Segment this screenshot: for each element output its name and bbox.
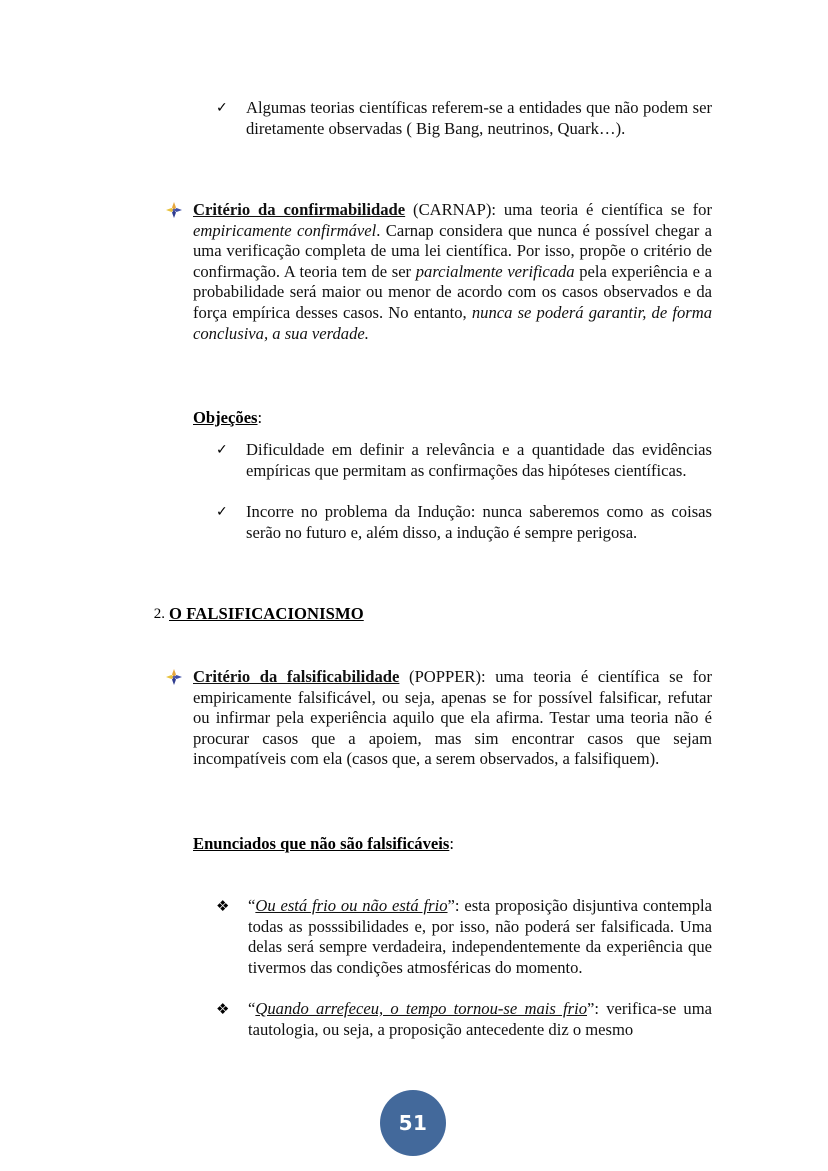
four-arrow-cross-icon <box>166 201 192 222</box>
list-item-rest: : verifica-se uma tautologia, ou seja, a proposição antecedente diz o mesmo <box>248 999 712 1039</box>
objecoes-colon: : <box>257 408 263 427</box>
paragraph-run-3: pela experiência e a probabilidade será maior ou menor de acordo com os casos observados e da força empírica desses casos. No entanto, <box>193 261 712 322</box>
list-item <box>216 98 712 139</box>
list-item-text: Incorre no problema da Indução: nunca saberemos como as coisas serão no futuro e, além disso, a indução é sempre perigosa. <box>246 502 712 542</box>
paragraph-text <box>193 667 712 770</box>
paragraph-run-1: (CARNAP): uma teoria é científica se for <box>405 200 712 219</box>
quote-open: “ <box>248 896 256 915</box>
list-item-text: Dificuldade em definir a relevância e a quantidade das evidências empíricas que permitam as confirmações das hipóteses científicas. <box>246 440 712 480</box>
paragraph-italic-1: empiricamente confirmável <box>193 220 377 240</box>
paragraph-italic-3: nunca se poderá garantir, de forma conclusiva, a sua verdade. <box>193 302 712 343</box>
list-item-rest: : esta proposição disjuntiva contempla todas as posssibilidades e, por isso, não poderá ser falsificada. Uma delas será sempre verdadeira, independentemente da experiência que tivermos das condições atmosféricas do momento. <box>248 896 712 977</box>
page-number-badge <box>380 1090 446 1156</box>
paragraph-italic-2: parcialmente verificada <box>415 261 575 281</box>
four-arrow-cross-icon <box>166 668 192 689</box>
check-mark-icon: ✓ <box>216 100 228 116</box>
enunciados-label: Enunciados que não são falsificáveis <box>193 834 450 853</box>
quote-close: ” <box>447 896 455 915</box>
paragraph-heading: Critério da confirmabilidade <box>193 200 406 219</box>
objecoes-heading <box>193 408 262 429</box>
page-number: 51 <box>398 1111 428 1135</box>
quote-close: ” <box>587 999 595 1018</box>
list-item <box>216 502 712 543</box>
paragraph-text <box>193 200 712 344</box>
check-mark-icon: ✓ <box>216 442 228 458</box>
diamond-bullet-icon: ❖ <box>216 1000 230 1018</box>
check-mark-icon: ✓ <box>216 504 228 520</box>
quote-open: “ <box>248 999 256 1018</box>
section-title: O FALSIFICACIONISMO <box>169 604 364 623</box>
section-heading-falsificacionismo <box>139 604 559 625</box>
paragraph-run-1: (POPPER): uma teoria é científica se for empiricamente falsificável, ou seja, apenas se for possível falsificar, refutar ou infirmar pela experiência aquilo que ela afirma. Testar uma teoria não é procurar casos que a apoiem, mas sim encontrar casos que sejam incompatíveis com ela (casos que, a serem observados, a falsifiquem). <box>193 667 712 769</box>
diamond-bullet-icon: ❖ <box>216 897 230 915</box>
list-item-text <box>248 999 712 1040</box>
quoted-statement: Ou está frio ou não está frio <box>255 896 448 915</box>
list-item <box>216 440 712 481</box>
list-item-text <box>248 896 712 978</box>
criterio-confirmabilidade-paragraph <box>166 200 712 344</box>
paragraph-run-2: . Carnap considera que nunca é possível chegar a uma verificação completa de uma lei científica. Por isso, propõe o critério de confirmação. A teoria tem de ser <box>193 220 713 281</box>
list-item <box>216 999 712 1040</box>
criterio-falsificabilidade-paragraph <box>166 667 712 770</box>
list-item-text: Algumas teorias científicas referem-se a entidades que não podem ser diretamente observadas ( Big Bang, neutrinos, Quark…). <box>246 98 712 138</box>
section-number: 2. <box>153 606 165 622</box>
enunciados-heading <box>193 834 454 855</box>
enunciados-colon: : <box>449 834 454 853</box>
quoted-statement: Quando arrefeceu, o tempo tornou-se mais frio <box>255 999 587 1018</box>
paragraph-heading: Critério da falsificabilidade <box>193 667 400 686</box>
objecoes-label: Objeções <box>193 408 258 427</box>
list-item <box>216 896 712 978</box>
